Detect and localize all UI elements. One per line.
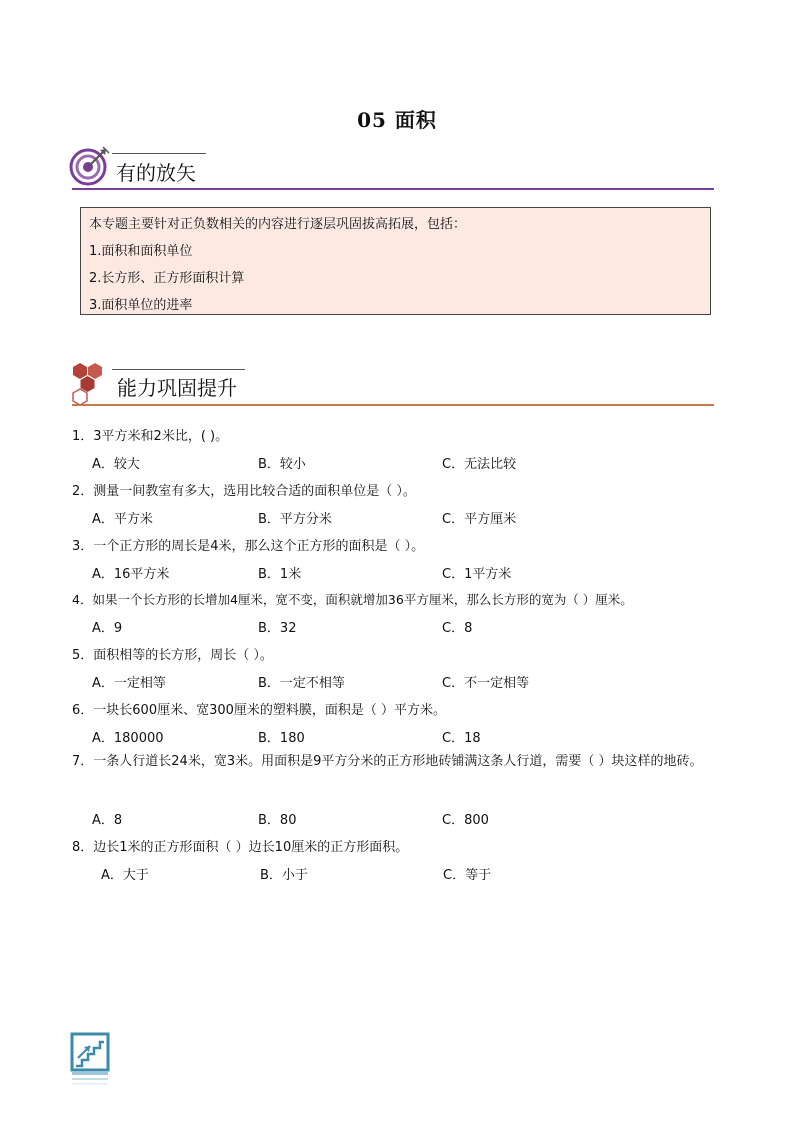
- question-8-option-b: B．小于: [260, 868, 308, 883]
- target-arrow-icon: [68, 144, 112, 192]
- question-1: 1．3平方米和2米比，( )。: [72, 429, 229, 444]
- section1-rule: [72, 188, 714, 190]
- hexagon-cluster-icon: [68, 361, 112, 409]
- question-6-option-a: A．180000: [92, 731, 164, 746]
- stairs-icon: [70, 1032, 110, 1092]
- question-2-option-b: B．平方分米: [258, 512, 332, 527]
- intro-item: 1.面积和面积单位: [89, 244, 193, 259]
- question-4: 4．如果一个长方形的长增加4厘米，宽不变，面积就增加36平方厘米，那么长方形的宽为（ ）厘米。: [72, 592, 633, 607]
- question-4-option-b: B．32: [258, 621, 297, 636]
- question-5-option-a: A．一定相等: [92, 676, 166, 691]
- question-6: 6．一块长600厘米、宽300厘米的塑料膜，面积是（ ）平方米。: [72, 703, 447, 718]
- question-6-option-b: B．180: [258, 731, 305, 746]
- question-8: 8．边长1米的正方形面积（ ）边长10厘米的正方形面积。: [72, 840, 409, 855]
- intro-box: [80, 207, 711, 315]
- section2-top-line: [112, 369, 245, 370]
- question-7-option-c: C．800: [442, 813, 489, 828]
- question-5-option-b: B．一定不相等: [258, 676, 345, 691]
- section1-title: 有的放矢: [116, 161, 196, 185]
- question-2-option-a: A．平方米: [92, 512, 153, 527]
- intro-lead: 本专题主要针对正负数相关的内容进行逐层巩固拔高拓展，包括：: [89, 217, 467, 232]
- question-7-option-a: A．8: [92, 813, 123, 828]
- question-3: 3．一个正方形的周长是4米，那么这个正方形的面积是（ ）。: [72, 539, 425, 554]
- question-8-option-a: A．大于: [101, 868, 149, 883]
- page-title: 05 面积: [357, 108, 437, 132]
- question-7-option-b: B．80: [258, 813, 297, 828]
- question-7: 7．一条人行道长24米，宽3米。用面积是9平方分米的正方形地砖铺满这条人行道，需要（ ）块这样的地砖。: [72, 754, 703, 769]
- question-3-option-c: C．1平方米: [442, 567, 512, 582]
- question-1-option-a: A．较大: [92, 457, 140, 472]
- section2-rule: [72, 404, 714, 406]
- question-2-option-c: C．平方厘米: [442, 512, 517, 527]
- section1-top-line: [112, 153, 206, 154]
- question-1-option-c: C．无法比较: [442, 457, 517, 472]
- question-5: 5．面积相等的长方形，周长（ ）。: [72, 648, 273, 663]
- question-5-option-c: C．不一定相等: [442, 676, 530, 691]
- question-4-option-a: A．9: [92, 621, 123, 636]
- question-6-option-c: C．18: [442, 731, 481, 746]
- intro-item: 3.面积单位的进率: [89, 298, 193, 313]
- question-2: 2．测量一间教室有多大，选用比较合适的面积单位是（ ）。: [72, 484, 416, 499]
- question-1-option-b: B．较小: [258, 457, 306, 472]
- question-3-option-a: A．16平方米: [92, 567, 170, 582]
- question-8-option-c: C．等于: [443, 868, 492, 883]
- question-3-option-b: B．1米: [258, 567, 302, 582]
- intro-item: 2.长方形、正方形面积计算: [89, 271, 245, 286]
- section2-title: 能力巩固提升: [117, 376, 237, 400]
- question-4-option-c: C．8: [442, 621, 473, 636]
